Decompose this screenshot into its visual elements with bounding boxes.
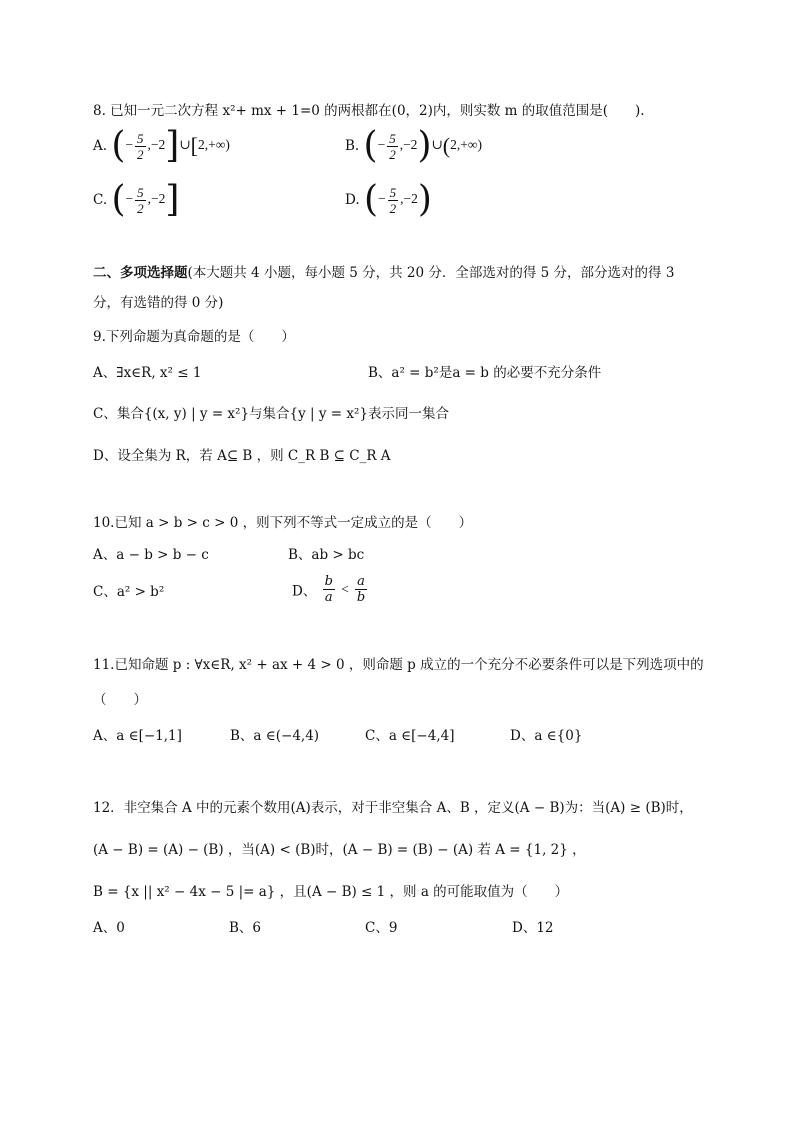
q11-option-a: A、a ∈[−1,1]	[93, 728, 182, 744]
range-tail: 2,+∞)	[450, 137, 482, 153]
q8-option-d	[345, 179, 432, 220]
q8-option-d-label: D.	[345, 192, 360, 208]
minus-two: ,−2	[399, 137, 418, 153]
q10-stem: 10.已知 a > b > c > 0 ，则下列不等式一定成立的是（ ）	[93, 515, 473, 531]
frac-den: 2	[137, 200, 144, 216]
section-desc-line2: 分，有选错的得 0 分)	[93, 295, 224, 311]
q10-d-den2: b	[356, 590, 366, 605]
q10-option-a: A、a − b > b − c	[93, 547, 209, 563]
q12-option-a: A、0	[93, 920, 125, 936]
minus-two: ,−2	[147, 137, 166, 153]
q11-stem-line2: （ ）	[93, 692, 147, 708]
frac-num: 5	[389, 130, 396, 146]
section-desc-line1: (本大题共 4 小题，每小题 5 分，共 20 分．全部选对的得 5 分，部分选对的得 3	[187, 265, 675, 281]
q11-option-c: C、a ∈[−4,4]	[365, 728, 455, 744]
q10-option-c: C、a² > b²	[93, 584, 165, 600]
q9-option-a: A、∃x∈R, x² ≤ 1	[93, 365, 202, 381]
q10-d-den1: a	[324, 590, 333, 605]
q11-option-d: D、a ∈{0}	[510, 728, 583, 744]
q10-d-num2: a	[357, 574, 365, 589]
frac-num: 5	[389, 184, 397, 200]
q12-option-d: D、12	[512, 920, 554, 936]
q8-option-b-math: (− $\frac{5}{2}$ ,−2)∪(2,+∞)	[363, 125, 482, 166]
minus-two: ,−2	[147, 191, 166, 207]
union-symbol: ∪	[431, 137, 443, 153]
frac-num: 5	[137, 130, 144, 146]
q9-option-d: D、设全集为 R，若 A⊆ B ，则 C_R B ⊆ C_R A	[93, 448, 391, 464]
q12-option-c: C、9	[365, 920, 398, 936]
q8-option-b-label: B.	[345, 138, 360, 154]
q8-stem: 8. 已知一元二次方程 x²+ mx + 1=0 的两根都在(0，2)内，则实数 m 的取值范围是( ).	[93, 103, 645, 119]
q8-option-a-math: (− $\frac{5}{2}$ ,−2]∪[2,+∞)	[111, 125, 230, 166]
q12-option-b: B、6	[229, 920, 262, 936]
frac-num: 5	[137, 184, 144, 200]
section-heading	[93, 263, 674, 283]
minus-two: ,−2	[400, 191, 418, 207]
q12-line2: (A − B) = (A) − (B) ，当(A) < (B)时，(A − B) = (B) − (A) 若 A = {1, 2} ，	[93, 842, 586, 858]
section-title: 二、多项选择题	[93, 265, 188, 281]
q9-stem: 9.下列命题为真命题的是（ ）	[93, 329, 295, 345]
q10-option-d-label: D、	[292, 583, 317, 600]
q8-option-a	[93, 125, 230, 166]
q8-option-c-label: C.	[93, 192, 108, 208]
q11-option-b: B、a ∈(−4,4)	[230, 728, 320, 744]
q10-d-num1: b	[324, 574, 333, 589]
q10-option-b: B、ab > bc	[288, 547, 365, 563]
q12-line3: B = {x || x² − 4x − 5 |= a} ，且(A − B) ≤ 1 ，则 a 的可能取值为（ ）	[93, 884, 569, 900]
q9-option-c: C、集合{(x, y) | y = x²}与集合{y | y = x²}表示同一集合	[93, 406, 450, 422]
union-symbol: ∪	[179, 137, 191, 153]
q8-option-b	[345, 125, 482, 166]
frac-den: 2	[389, 200, 397, 216]
q11-stem-line1: 11.已知命题 p : ∀x∈R, x² + ax + 4 > 0 ，则命题 p 成立的一个充分不必要条件可以是下列选项中的	[93, 657, 704, 673]
q10-d-op: <	[341, 581, 349, 597]
q8-option-d-math: (− $\frac{5}{2}$ ,−2)	[363, 179, 432, 220]
range-tail: 2,+∞)	[197, 137, 230, 153]
q8-option-a-label: A.	[93, 138, 108, 154]
frac-den: 2	[389, 146, 396, 162]
q8-option-c-math: (− $\frac{5}{2}$ ,−2]	[111, 179, 180, 220]
q12-line1: 12．非空集合 A 中的元素个数用(A)表示，对于非空集合 A、B ，定义(A − B)为：当(A) ≥ (B)时，	[93, 800, 693, 816]
q10-option-d	[292, 574, 369, 605]
q9-option-b: B、a² = b²是a = b 的必要不充分条件	[368, 365, 602, 381]
frac-den: 2	[137, 146, 144, 162]
q8-option-c	[93, 179, 180, 220]
